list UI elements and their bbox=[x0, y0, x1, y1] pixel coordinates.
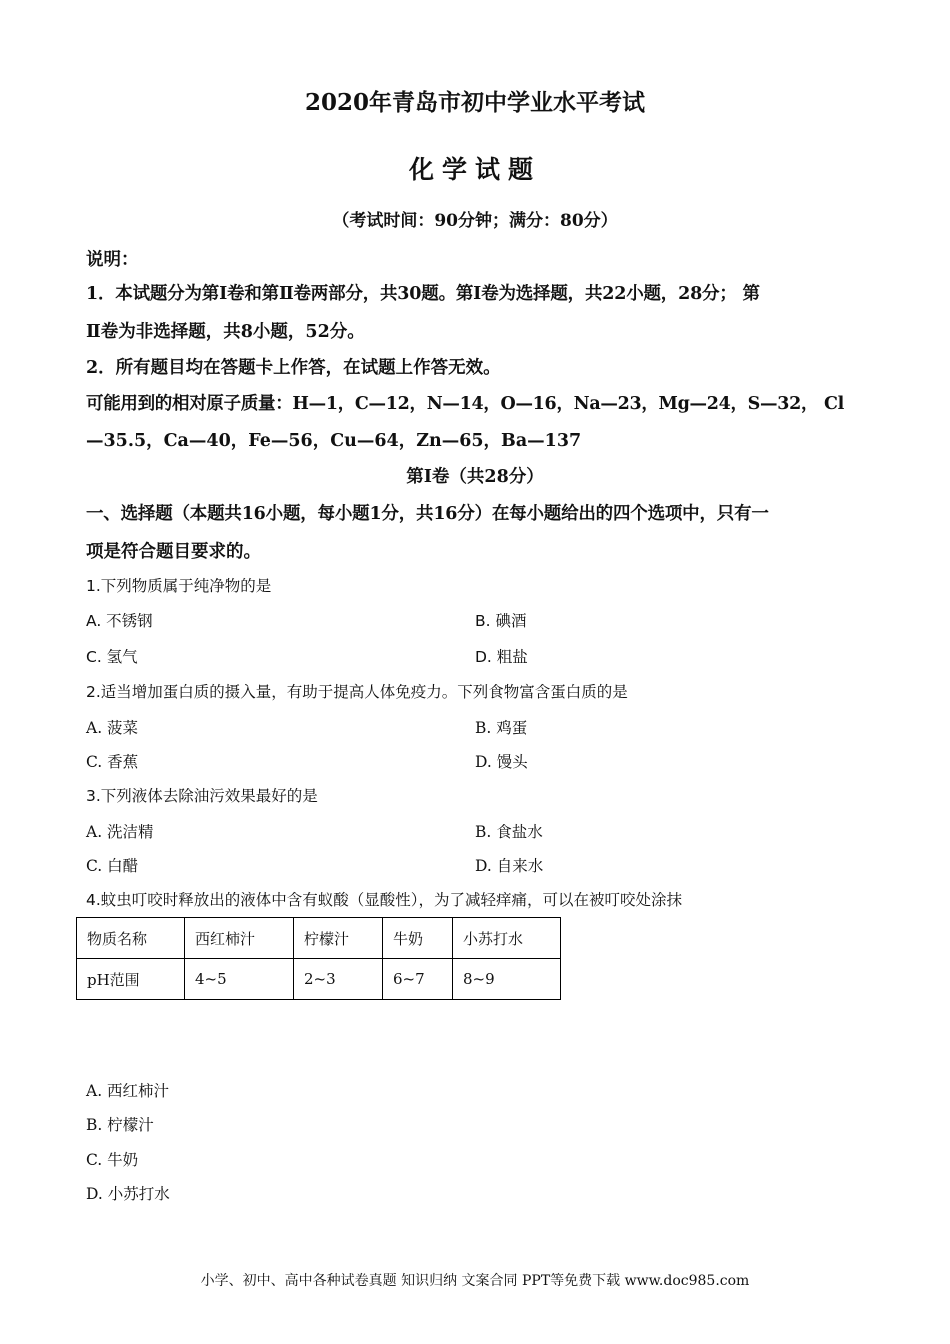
exam-title: 2020年青岛市初中学业水平考试 bbox=[304, 89, 645, 116]
question-3-option-c: C. 白醋 bbox=[86, 857, 139, 875]
question-1-option-a: A. 不锈钢 bbox=[86, 612, 153, 630]
instruction-item-1-line2: Ⅱ卷为非选择题，共8小题，52分。 bbox=[86, 322, 365, 342]
ph-range-table bbox=[76, 917, 561, 1000]
table-header-row bbox=[77, 918, 561, 959]
question-3-option-b: B. 食盐水 bbox=[475, 823, 543, 841]
footer-text: 小学、初中、高中各种试卷真题 知识归纳 文案合同 PPT等免费下载 www.doc985.com bbox=[200, 1273, 750, 1289]
question-2-option-a: A. 菠菜 bbox=[86, 719, 139, 737]
table-header-cell: 小苏打水 bbox=[453, 918, 561, 959]
table-cell: 8~9 bbox=[453, 959, 561, 1000]
atomic-mass-line2: —35.5，Ca—40，Fe—56，Cu—64，Zn—65，Ba—137 bbox=[86, 431, 582, 451]
question-1-stem: 1.下列物质属于纯净物的是 bbox=[86, 577, 272, 595]
question-2-option-d: D. 馒头 bbox=[475, 753, 528, 771]
question-4-option-a: A. 西红柿汁 bbox=[86, 1082, 170, 1100]
question-4-option-b: B. 柠檬汁 bbox=[86, 1116, 154, 1134]
table-header-cell: 西红柿汁 bbox=[185, 918, 294, 959]
question-2-stem: 2.适当增加蛋白质的摄入量，有助于提高人体免疫力。下列食物富含蛋白质的是 bbox=[86, 683, 628, 701]
table-header-cell: 柠檬汁 bbox=[294, 918, 383, 959]
table-cell: 4~5 bbox=[185, 959, 294, 1000]
question-3-stem: 3.下列液体去除油污效果最好的是 bbox=[86, 787, 318, 805]
part-instruction-line1: 一、选择题（本题共16小题，每小题1分，共16分）在每小题给出的四个选项中，只有一 bbox=[86, 504, 769, 524]
table-header-cell: 物质名称 bbox=[77, 918, 185, 959]
question-4-option-c: C. 牛奶 bbox=[86, 1151, 139, 1169]
table-row bbox=[77, 959, 561, 1000]
table-header-cell: 牛奶 bbox=[383, 918, 453, 959]
question-1-option-c: C. 氢气 bbox=[86, 648, 138, 666]
instruction-item-1-line1: 1．本试题分为第Ⅰ卷和第Ⅱ卷两部分，共30题。第Ⅰ卷为选择题，共22小题，28分； 第 bbox=[86, 284, 760, 304]
question-1-option-b: B. 碘酒 bbox=[475, 612, 527, 630]
section-heading: 第Ⅰ卷（共28分） bbox=[406, 467, 544, 487]
exam-time-info: （考试时间：90分钟；满分：80分） bbox=[332, 211, 618, 231]
question-2-option-c: C. 香蕉 bbox=[86, 753, 139, 771]
question-1-option-d: D. 粗盐 bbox=[475, 648, 528, 666]
table-cell: pH范围 bbox=[77, 959, 185, 1000]
table-cell: 2~3 bbox=[294, 959, 383, 1000]
subject-title: 化学试题 bbox=[408, 155, 541, 184]
question-4-option-d: D. 小苏打水 bbox=[86, 1185, 170, 1203]
instruction-item-2: 2．所有题目均在答题卡上作答，在试题上作答无效。 bbox=[86, 358, 501, 378]
question-3-option-a: A. 洗洁精 bbox=[86, 823, 154, 841]
question-3-option-d: D. 自来水 bbox=[475, 857, 544, 875]
question-2-option-b: B. 鸡蛋 bbox=[475, 719, 528, 737]
instructions-label: 说明： bbox=[86, 250, 139, 270]
question-4-stem: 4.蚊虫叮咬时释放出的液体中含有蚁酸（显酸性），为了减轻痒痛，可以在被叮咬处涂抹 bbox=[86, 891, 683, 909]
atomic-mass-line1: 可能用到的相对原子质量：H—1，C—12，N—14，O—16，Na—23，Mg—24，S—32， Cl bbox=[86, 394, 844, 414]
part-instruction-line2: 项是符合题目要求的。 bbox=[86, 542, 261, 562]
table-cell: 6~7 bbox=[383, 959, 453, 1000]
